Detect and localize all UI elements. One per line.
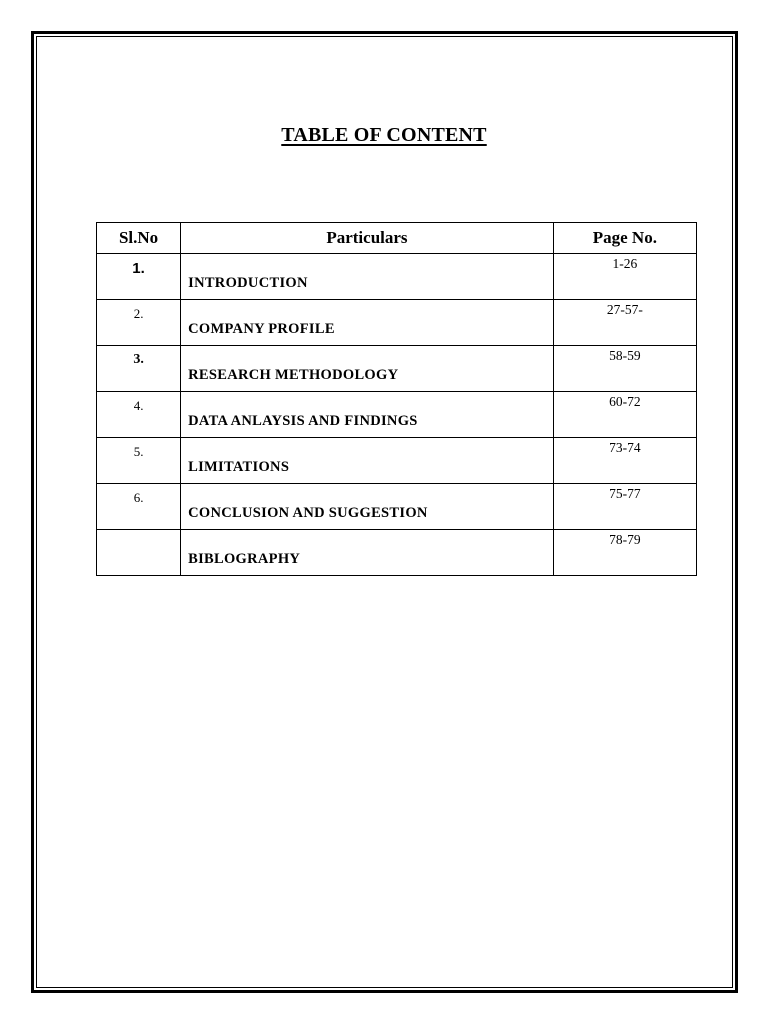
slno-cell	[97, 346, 181, 392]
particular-cell	[181, 254, 554, 300]
particular-value: INTRODUCTION	[188, 275, 308, 291]
table-row	[97, 484, 697, 530]
particular-value: LIMITATIONS	[188, 459, 290, 475]
slno-value: 5.	[133, 444, 144, 459]
table-row	[97, 300, 697, 346]
table-row	[97, 530, 697, 576]
page-value: 60-72	[609, 394, 641, 409]
page-cell	[553, 484, 696, 530]
particular-cell	[181, 530, 554, 576]
particular-value: DATA ANLAYSIS AND FINDINGS	[188, 413, 418, 429]
page-value: 58-59	[609, 348, 641, 363]
particular-cell	[181, 484, 554, 530]
page-cell	[553, 392, 696, 438]
table-header-row	[97, 223, 697, 254]
particular-value: COMPANY PROFILE	[188, 321, 335, 337]
particular-cell	[181, 392, 554, 438]
particular-cell	[181, 346, 554, 392]
page-value: 78-79	[609, 532, 641, 547]
slno-value: 2.	[133, 306, 144, 321]
page-value: 27-57-	[606, 302, 643, 317]
slno-value: 3.	[133, 352, 144, 367]
page-cell	[553, 300, 696, 346]
slno-value: 6.	[133, 490, 144, 505]
table-row	[97, 392, 697, 438]
header-page-no: Page No.	[553, 223, 696, 254]
particular-value: RESEARCH METHODOLOGY	[188, 367, 399, 383]
table-row	[97, 346, 697, 392]
page-cell	[553, 254, 696, 300]
slno-cell	[97, 438, 181, 484]
slno-cell	[97, 484, 181, 530]
particular-cell	[181, 300, 554, 346]
particular-value: BIBLOGRAPHY	[188, 551, 301, 567]
slno-value: 1.	[132, 260, 145, 277]
slno-cell	[97, 392, 181, 438]
document-title: TABLE OF CONTENT	[281, 124, 487, 146]
page-value: 73-74	[609, 440, 641, 455]
page-cell	[553, 438, 696, 484]
page-value: 1-26	[612, 256, 638, 271]
page-cell	[553, 346, 696, 392]
header-slno: Sl.No	[97, 223, 181, 254]
table-of-contents	[96, 222, 697, 576]
slno-cell	[97, 300, 181, 346]
slno-cell	[97, 254, 181, 300]
page-value: 75-77	[609, 486, 641, 501]
slno-cell	[97, 530, 181, 576]
page-cell	[553, 530, 696, 576]
table-row	[97, 254, 697, 300]
header-particulars: Particulars	[181, 223, 554, 254]
table-row	[97, 438, 697, 484]
slno-value: 4.	[133, 398, 144, 413]
particular-cell	[181, 438, 554, 484]
particular-value: CONCLUSION AND SUGGESTION	[188, 505, 428, 521]
